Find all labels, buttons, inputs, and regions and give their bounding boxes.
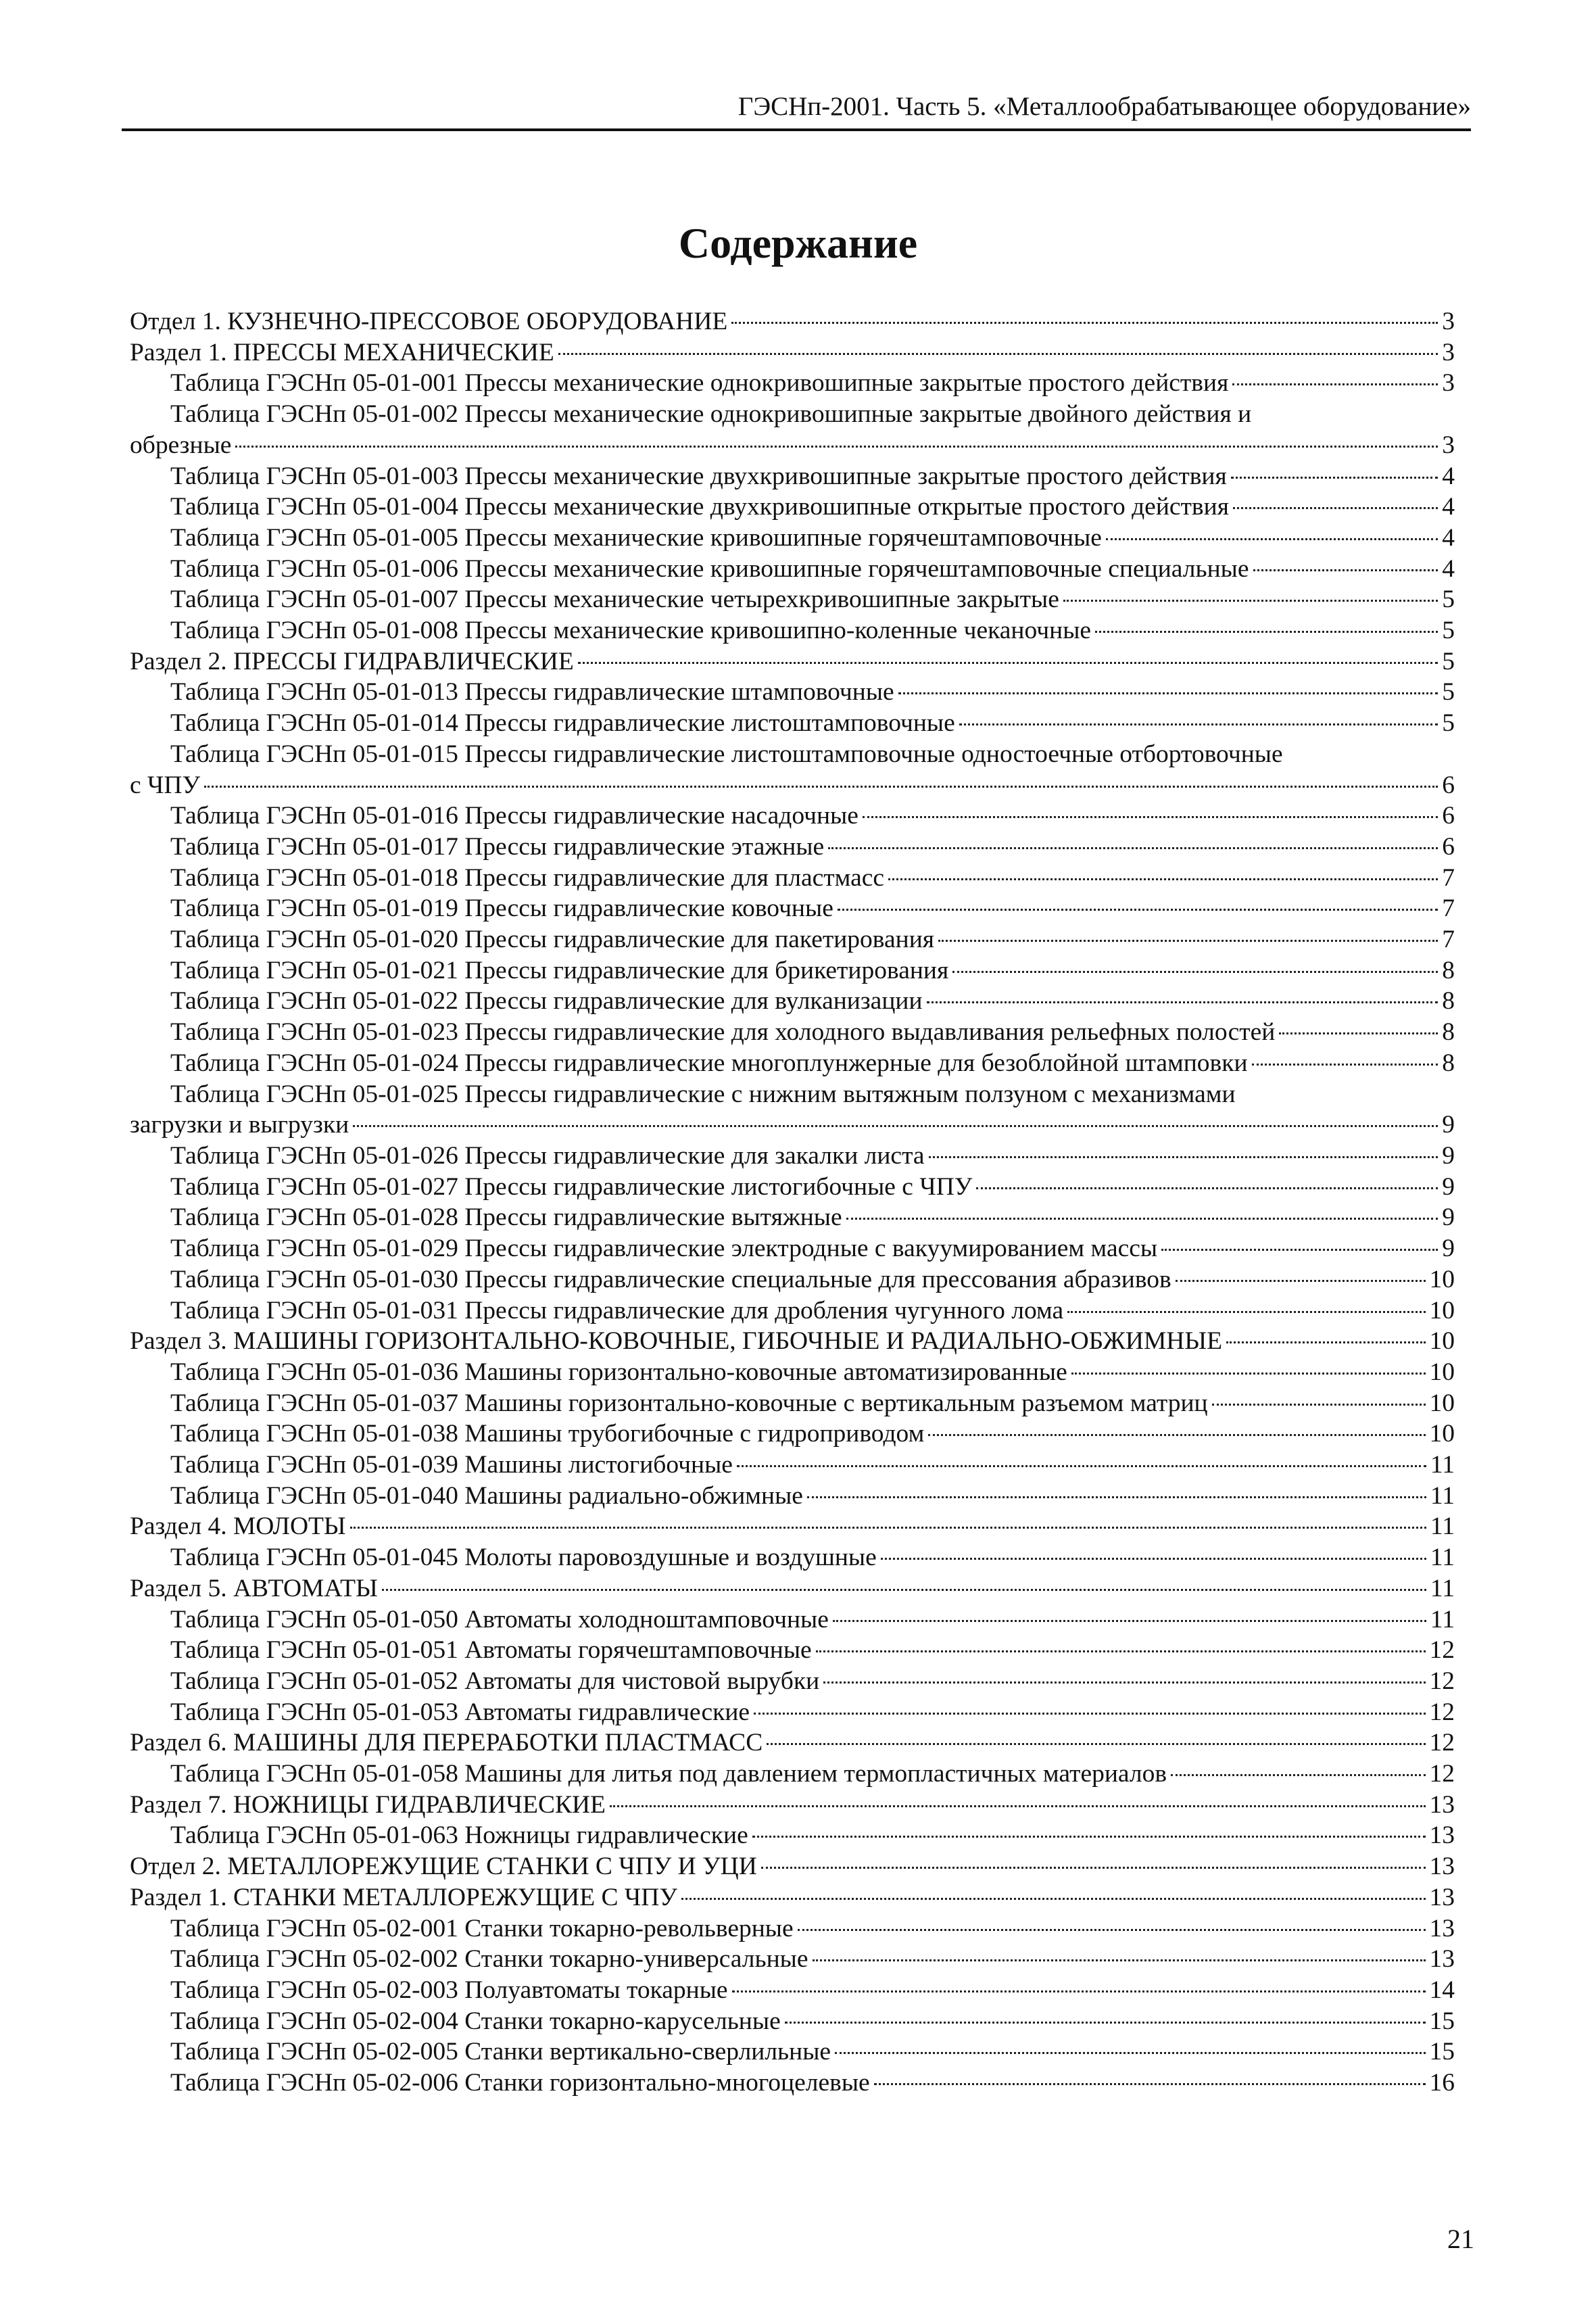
toc-entry-title: Таблица ГЭСНп 05-01-051 Автоматы горячештамповочные	[170, 1636, 812, 1665]
toc-entry-page-number: 10	[1429, 1265, 1455, 1293]
dot-leader	[558, 353, 1438, 355]
dot-leader	[1231, 477, 1438, 479]
toc-entry-page-number: 7	[1442, 863, 1455, 892]
toc-entry-title: Таблица ГЭСНп 05-01-037 Машины горизонтально-ковочные с вертикальным разъемом матриц	[170, 1389, 1208, 1417]
toc-entry-page-number: 8	[1442, 956, 1455, 984]
toc-table-entry[interactable]	[130, 1202, 1455, 1233]
toc-entry-title: Таблица ГЭСНп 05-01-005 Прессы механические кривошипные горячештамповочные	[170, 523, 1102, 552]
dot-leader	[874, 2083, 1426, 2085]
dot-leader	[816, 1650, 1426, 1652]
dot-leader	[737, 1465, 1426, 1467]
toc-entry-title: Раздел 1. ПРЕССЫ МЕХАНИЧЕСКИЕ	[130, 338, 554, 366]
dot-leader	[767, 1743, 1425, 1745]
toc-table-entry[interactable]	[130, 584, 1455, 615]
toc-entry-page-number: 5	[1442, 647, 1455, 675]
toc-table-entry[interactable]	[130, 1604, 1455, 1636]
toc-entry-page-number: 6	[1442, 771, 1455, 799]
toc-entry-page-number: 9	[1442, 1203, 1455, 1232]
dot-leader	[1067, 1311, 1425, 1313]
toc-entry-title: Таблица ГЭСНп 05-01-018 Прессы гидравлические для пластмасс	[170, 863, 885, 892]
dot-leader	[881, 1558, 1426, 1560]
dot-leader	[798, 1929, 1426, 1931]
toc-entry-title: Таблица ГЭСНп 05-01-006 Прессы механические кривошипные горячештамповочные специальные	[170, 554, 1249, 583]
toc-table-entry[interactable]	[130, 1048, 1455, 1079]
toc-entry-page-number: 11	[1430, 1481, 1455, 1510]
toc-section-entry[interactable]	[130, 306, 1455, 337]
toc-entry-title: Таблица ГЭСНп 05-01-052 Автоматы для чистовой вырубки	[170, 1667, 820, 1695]
toc-entry-title: Таблица ГЭСНп 05-01-001 Прессы механические однокривошипные закрытые простого действия	[170, 369, 1229, 398]
toc-section-entry[interactable]	[130, 1326, 1455, 1357]
dot-leader	[1232, 383, 1438, 385]
toc-table-entry[interactable]	[130, 2036, 1455, 2068]
toc-entry-page-number: 10	[1429, 1358, 1455, 1386]
toc-table-entry[interactable]	[130, 893, 1455, 924]
toc-entry-title: Раздел 7. НОЖНИЦЫ ГИДРАВЛИЧЕСКИЕ	[130, 1790, 606, 1819]
toc-table-entry[interactable]	[130, 1388, 1455, 1419]
toc-entry-title: Таблица ГЭСНп 05-01-027 Прессы гидравлические листогибочные с ЧПУ	[170, 1172, 973, 1201]
toc-section-entry[interactable]	[130, 646, 1455, 677]
toc-entry-page-number: 5	[1442, 678, 1455, 707]
toc-table-entry[interactable]	[130, 1079, 1455, 1141]
toc-table-entry[interactable]	[130, 1759, 1455, 1790]
toc-table-entry[interactable]	[130, 368, 1455, 399]
dot-leader	[833, 1620, 1426, 1622]
toc-section-entry[interactable]	[130, 1882, 1455, 1913]
toc-table-entry[interactable]	[130, 2068, 1455, 2099]
page-number: 21	[1447, 2224, 1474, 2254]
toc-entry-page-number: 12	[1429, 1636, 1455, 1665]
toc-entry-title: Таблица ГЭСНп 05-02-005 Станки вертикально-сверлильные	[170, 2038, 831, 2066]
dot-leader	[353, 1125, 1438, 1127]
toc-table-entry[interactable]	[130, 492, 1455, 523]
dot-leader	[959, 723, 1438, 725]
dot-leader	[1212, 1404, 1426, 1406]
toc-section-entry[interactable]	[130, 337, 1455, 368]
toc-entry-title: Таблица ГЭСНп 05-01-013 Прессы гидравлические штамповочные	[170, 678, 894, 707]
toc-entry-page-number: 15	[1429, 2038, 1455, 2066]
toc-entry-title: Таблица ГЭСНп 05-01-053 Автоматы гидравлические	[170, 1698, 750, 1726]
toc-entry-title: Таблица ГЭСНп 05-02-001 Станки токарно-револьверные	[170, 1914, 794, 1942]
toc-entry-title: Таблица ГЭСНп 05-01-023 Прессы гидравлические для холодного выдавливания рельефных полостей	[170, 1018, 1276, 1047]
dot-leader	[754, 1713, 1425, 1715]
dot-leader	[1171, 1774, 1425, 1776]
toc-table-entry[interactable]	[130, 1913, 1455, 1944]
toc-entry-title: Таблица ГЭСНп 05-01-021 Прессы гидравлические для брикетирования	[170, 956, 949, 984]
dot-leader	[1279, 1032, 1438, 1034]
toc-entry-page-number: 5	[1442, 709, 1455, 738]
dot-leader	[828, 847, 1438, 849]
dot-leader	[938, 940, 1438, 942]
toc-table-entry[interactable]	[130, 1418, 1455, 1450]
toc-table-entry[interactable]	[130, 739, 1455, 801]
toc-entry-title: Таблица ГЭСНп 05-01-040 Машины радиально-обжимные	[170, 1481, 803, 1510]
toc-table-entry[interactable]	[130, 1450, 1455, 1481]
toc-entry-title: Таблица ГЭСНп 05-01-029 Прессы гидравлические электродные с вакуумированием массы	[170, 1235, 1158, 1263]
toc-entry-title: Раздел 5. АВТОМАТЫ	[130, 1574, 378, 1602]
dot-leader	[823, 1681, 1425, 1684]
running-header-text: ГЭСНп-2001. Часть 5. «Металлообрабатывающее оборудование»	[737, 92, 1471, 121]
toc-entry-page-number: 4	[1442, 493, 1455, 521]
toc-entry-page-number: 9	[1442, 1141, 1455, 1170]
toc-entry-title: Таблица ГЭСНп 05-01-003 Прессы механические двухкривошипные закрытые простого действия	[170, 462, 1227, 490]
dot-leader	[929, 1156, 1438, 1158]
toc-entry-title: Таблица ГЭСНп 05-01-026 Прессы гидравлические для закалки листа	[170, 1141, 925, 1170]
toc-table-entry[interactable]	[130, 523, 1455, 554]
toc-section-entry[interactable]	[130, 1573, 1455, 1604]
dot-leader	[382, 1589, 1426, 1591]
toc-entry-page-number: 7	[1442, 926, 1455, 954]
toc-table-entry[interactable]	[130, 399, 1455, 460]
toc-entry-title: Таблица ГЭСНп 05-01-014 Прессы гидравлические листоштамповочные	[170, 709, 955, 738]
dot-leader	[846, 1218, 1438, 1220]
toc-entry-page-number: 11	[1430, 1451, 1455, 1479]
toc-table-entry[interactable]	[130, 863, 1455, 894]
toc-table-entry[interactable]	[130, 1233, 1455, 1264]
page-title: Содержание	[678, 219, 918, 267]
dot-leader	[863, 816, 1438, 818]
toc-entry-page-number: 10	[1429, 1327, 1455, 1356]
toc-entry-title: Таблица ГЭСНп 05-01-015 Прессы гидравлические листоштамповочные одностоечные отбортовочные	[170, 740, 1283, 768]
toc-entry-page-number: 3	[1442, 431, 1455, 459]
toc-entry-page-number: 9	[1442, 1172, 1455, 1201]
toc-entry-title-continuation: загрузки и выгрузки	[130, 1111, 349, 1139]
toc-entry-page-number: 3	[1442, 369, 1455, 398]
toc-entry-title: Раздел 1. СТАНКИ МЕТАЛЛОРЕЖУЩИЕ С ЧПУ	[130, 1883, 677, 1911]
toc-entry-page-number: 11	[1430, 1574, 1455, 1602]
toc-entry-page-number: 13	[1429, 1914, 1455, 1942]
dot-leader	[350, 1527, 1426, 1529]
toc-entry-page-number: 10	[1429, 1420, 1455, 1448]
toc-entry-title-continuation: с ЧПУ	[130, 771, 201, 799]
toc-entry-title: Таблица ГЭСНп 05-01-008 Прессы механические кривошипно-коленные чеканочные	[170, 617, 1092, 645]
toc-entry-page-number: 10	[1429, 1296, 1455, 1324]
toc-entry-page-number: 3	[1442, 338, 1455, 366]
dot-leader	[610, 1805, 1426, 1807]
toc-entry-page-number: 6	[1442, 832, 1455, 861]
toc-entry-page-number: 12	[1429, 1698, 1455, 1726]
toc-section-entry[interactable]	[130, 1790, 1455, 1821]
toc-entry-page-number: 13	[1429, 1883, 1455, 1911]
toc-entry-page-number: 15	[1429, 2007, 1455, 2035]
toc-entry-page-number: 4	[1442, 462, 1455, 490]
dot-leader	[752, 1836, 1426, 1838]
toc-table-entry[interactable]	[130, 615, 1455, 646]
toc-entry-page-number: 3	[1442, 308, 1455, 335]
toc-entry-title: Таблица ГЭСНп 05-01-025 Прессы гидравлические с нижним вытяжным ползуном с механизмами	[170, 1080, 1236, 1108]
toc-entry-title: Таблица ГЭСНп 05-01-024 Прессы гидравлические многоплунжерные для безоблойной штамповки	[170, 1049, 1248, 1077]
dot-leader	[1233, 507, 1438, 509]
toc-table-entry[interactable]	[130, 1975, 1455, 2006]
toc-entry-title: Таблица ГЭСНп 05-02-004 Станки токарно-карусельные	[170, 2007, 781, 2035]
dot-leader	[785, 2022, 1426, 2024]
toc-entry-title: Таблица ГЭСНп 05-01-007 Прессы механические четырехкривошипные закрытые	[170, 586, 1059, 614]
toc-table-entry[interactable]	[130, 677, 1455, 708]
toc-table-entry[interactable]	[130, 1264, 1455, 1295]
toc-entry-title: Раздел 6. МАШИНЫ ДЛЯ ПЕРЕРАБОТКИ ПЛАСТМАСС	[130, 1729, 763, 1757]
dot-leader	[952, 971, 1438, 973]
toc-entry-title: Отдел 1. КУЗНЕЧНО-ПРЕССОВОЕ ОБОРУДОВАНИЕ	[130, 308, 728, 335]
toc-table-entry[interactable]	[130, 832, 1455, 863]
toc-table-entry[interactable]	[130, 1697, 1455, 1728]
toc-table-entry[interactable]	[130, 801, 1455, 832]
toc-entry-title: Таблица ГЭСНп 05-01-039 Машины листогибочные	[170, 1451, 733, 1479]
toc-entry-page-number: 13	[1429, 1790, 1455, 1819]
toc-entry-page-number: 8	[1442, 987, 1455, 1016]
toc-entry-page-number: 8	[1442, 1018, 1455, 1047]
toc-table-entry[interactable]	[130, 955, 1455, 986]
toc-entry-page-number: 11	[1430, 1544, 1455, 1572]
toc-entry-page-number: 7	[1442, 894, 1455, 923]
toc-table-entry[interactable]	[130, 1295, 1455, 1327]
toc-entry-title: Раздел 3. МАШИНЫ ГОРИЗОНТАЛЬНО-КОВОЧНЫЕ, ГИБОЧНЫЕ И РАДИАЛЬНО-ОБЖИМНЫЕ	[130, 1327, 1222, 1356]
toc-entry-page-number: 4	[1442, 554, 1455, 583]
dot-leader	[835, 2052, 1425, 2054]
toc-entry-title: Таблица ГЭСНп 05-01-038 Машины трубогибочные с гидроприводом	[170, 1420, 925, 1448]
toc-entry-title: Таблица ГЭСНп 05-01-020 Прессы гидравлические для пакетирования	[170, 926, 935, 954]
dot-leader	[1252, 1064, 1438, 1066]
toc-table-entry[interactable]	[130, 1017, 1455, 1048]
toc-table-entry[interactable]	[130, 708, 1455, 739]
toc-entry-title: Таблица ГЭСНп 05-01-036 Машины горизонтально-ковочные автоматизированные	[170, 1358, 1067, 1386]
toc-entry-title: Отдел 2. МЕТАЛЛОРЕЖУЩИЕ СТАНКИ С ЧПУ И УЦИ	[130, 1853, 757, 1881]
dot-leader	[761, 1867, 1426, 1869]
toc-table-entry[interactable]	[130, 1542, 1455, 1573]
toc-table-entry[interactable]	[130, 924, 1455, 955]
toc-entry-page-number: 10	[1429, 1389, 1455, 1417]
toc-entry-page-number: 13	[1429, 1821, 1455, 1850]
toc-table-entry[interactable]	[130, 1172, 1455, 1203]
toc-entry-title: Таблица ГЭСНп 05-02-006 Станки горизонтально-многоцелевые	[170, 2069, 870, 2097]
dot-leader	[976, 1187, 1438, 1189]
toc-entry-title: Таблица ГЭСНп 05-01-030 Прессы гидравлические специальные для прессования абразивов	[170, 1265, 1171, 1293]
dot-leader	[1226, 1341, 1426, 1343]
toc-table-entry[interactable]	[130, 461, 1455, 492]
dot-leader	[681, 1898, 1426, 1900]
dot-leader	[1095, 631, 1438, 633]
toc-table-entry[interactable]	[130, 1141, 1455, 1172]
toc-entry-title: Таблица ГЭСНп 05-01-028 Прессы гидравлические вытяжные	[170, 1203, 842, 1232]
toc-entry-page-number: 11	[1430, 1512, 1455, 1541]
dot-leader	[927, 1001, 1438, 1003]
toc-entry-page-number: 9	[1442, 1111, 1455, 1139]
toc-table-entry[interactable]	[130, 1481, 1455, 1512]
dot-leader	[1176, 1280, 1426, 1282]
running-header	[122, 93, 1471, 131]
toc-table-entry[interactable]	[130, 1635, 1455, 1666]
toc-entry-title: Таблица ГЭСНп 05-01-017 Прессы гидравлические этажные	[170, 832, 825, 861]
dot-leader	[807, 1496, 1426, 1498]
toc-section-entry[interactable]	[130, 1851, 1455, 1882]
dot-leader	[1063, 600, 1438, 602]
toc-entry-page-number: 14	[1429, 1976, 1455, 2004]
toc-entry-title: Таблица ГЭСНп 05-01-045 Молоты паровоздушные и воздушные	[170, 1544, 877, 1572]
dot-leader	[928, 1434, 1425, 1436]
toc-entry-title: Таблица ГЭСНп 05-01-063 Ножницы гидравлические	[170, 1821, 748, 1850]
toc-entry-page-number: 13	[1429, 1853, 1455, 1881]
toc-table-entry[interactable]	[130, 1944, 1455, 1975]
dot-leader	[1161, 1249, 1438, 1251]
toc-table-entry[interactable]	[130, 1666, 1455, 1697]
toc-entry-page-number: 5	[1442, 617, 1455, 645]
toc-entry-page-number: 5	[1442, 586, 1455, 614]
toc-table-entry[interactable]	[130, 2006, 1455, 2037]
toc-entry-title: Таблица ГЭСНп 05-02-002 Станки токарно-универсальные	[170, 1945, 808, 1974]
toc-entry-title: Таблица ГЭСНп 05-01-058 Машины для литья под давлением термопластичных материалов	[170, 1760, 1167, 1788]
toc-entry-title: Таблица ГЭСНп 05-02-003 Полуавтоматы токарные	[170, 1976, 728, 2004]
toc-table-entry[interactable]	[130, 1820, 1455, 1851]
toc-entry-page-number: 9	[1442, 1235, 1455, 1263]
dot-leader	[838, 909, 1438, 911]
dot-leader	[1106, 538, 1438, 540]
toc-entry-page-number: 12	[1429, 1729, 1455, 1757]
toc-entry-title: Таблица ГЭСНп 05-01-002 Прессы механические однокривошипные закрытые двойного действия и	[170, 400, 1252, 429]
toc-table-entry[interactable]	[130, 986, 1455, 1017]
toc-entry-page-number: 12	[1429, 1667, 1455, 1695]
dot-leader	[731, 322, 1438, 324]
toc-entry-title: Таблица ГЭСНп 05-01-004 Прессы механические двухкривошипные открытые простого действия	[170, 493, 1229, 521]
toc-entry-page-number: 11	[1430, 1605, 1455, 1633]
toc-section-entry[interactable]	[130, 1511, 1455, 1542]
dot-leader	[578, 662, 1438, 664]
toc-entry-title: Раздел 4. МОЛОТЫ	[130, 1512, 346, 1541]
table-of-contents	[130, 306, 1455, 2099]
toc-entry-title: Таблица ГЭСНп 05-01-050 Автоматы холодноштамповочные	[170, 1605, 829, 1633]
toc-entry-page-number: 16	[1429, 2069, 1455, 2097]
toc-entry-page-number: 13	[1429, 1945, 1455, 1974]
toc-table-entry[interactable]	[130, 554, 1455, 585]
dot-leader	[898, 692, 1438, 694]
dot-leader	[1253, 569, 1438, 571]
toc-section-entry[interactable]	[130, 1727, 1455, 1759]
toc-entry-title: Таблица ГЭСНп 05-01-016 Прессы гидравлические насадочные	[170, 802, 859, 830]
toc-entry-page-number: 8	[1442, 1049, 1455, 1077]
toc-entry-title: Таблица ГЭСНп 05-01-022 Прессы гидравлические для вулканизации	[170, 987, 923, 1016]
toc-table-entry[interactable]	[130, 1357, 1455, 1388]
dot-leader	[732, 1990, 1426, 1992]
dot-leader	[204, 786, 1438, 788]
toc-entry-title-continuation: обрезные	[130, 431, 232, 459]
toc-entry-title: Таблица ГЭСНп 05-01-031 Прессы гидравлические для дробления чугунного лома	[170, 1296, 1064, 1324]
dot-leader	[1071, 1373, 1426, 1375]
toc-entry-page-number: 6	[1442, 802, 1455, 830]
dot-leader	[813, 1959, 1426, 1961]
toc-entry-page-number: 12	[1429, 1760, 1455, 1788]
toc-entry-page-number: 4	[1442, 523, 1455, 552]
toc-entry-title: Раздел 2. ПРЕССЫ ГИДРАВЛИЧЕСКИЕ	[130, 647, 574, 675]
dot-leader	[235, 446, 1438, 448]
toc-entry-title: Таблица ГЭСНп 05-01-019 Прессы гидравлические ковочные	[170, 894, 833, 923]
dot-leader	[888, 878, 1438, 880]
